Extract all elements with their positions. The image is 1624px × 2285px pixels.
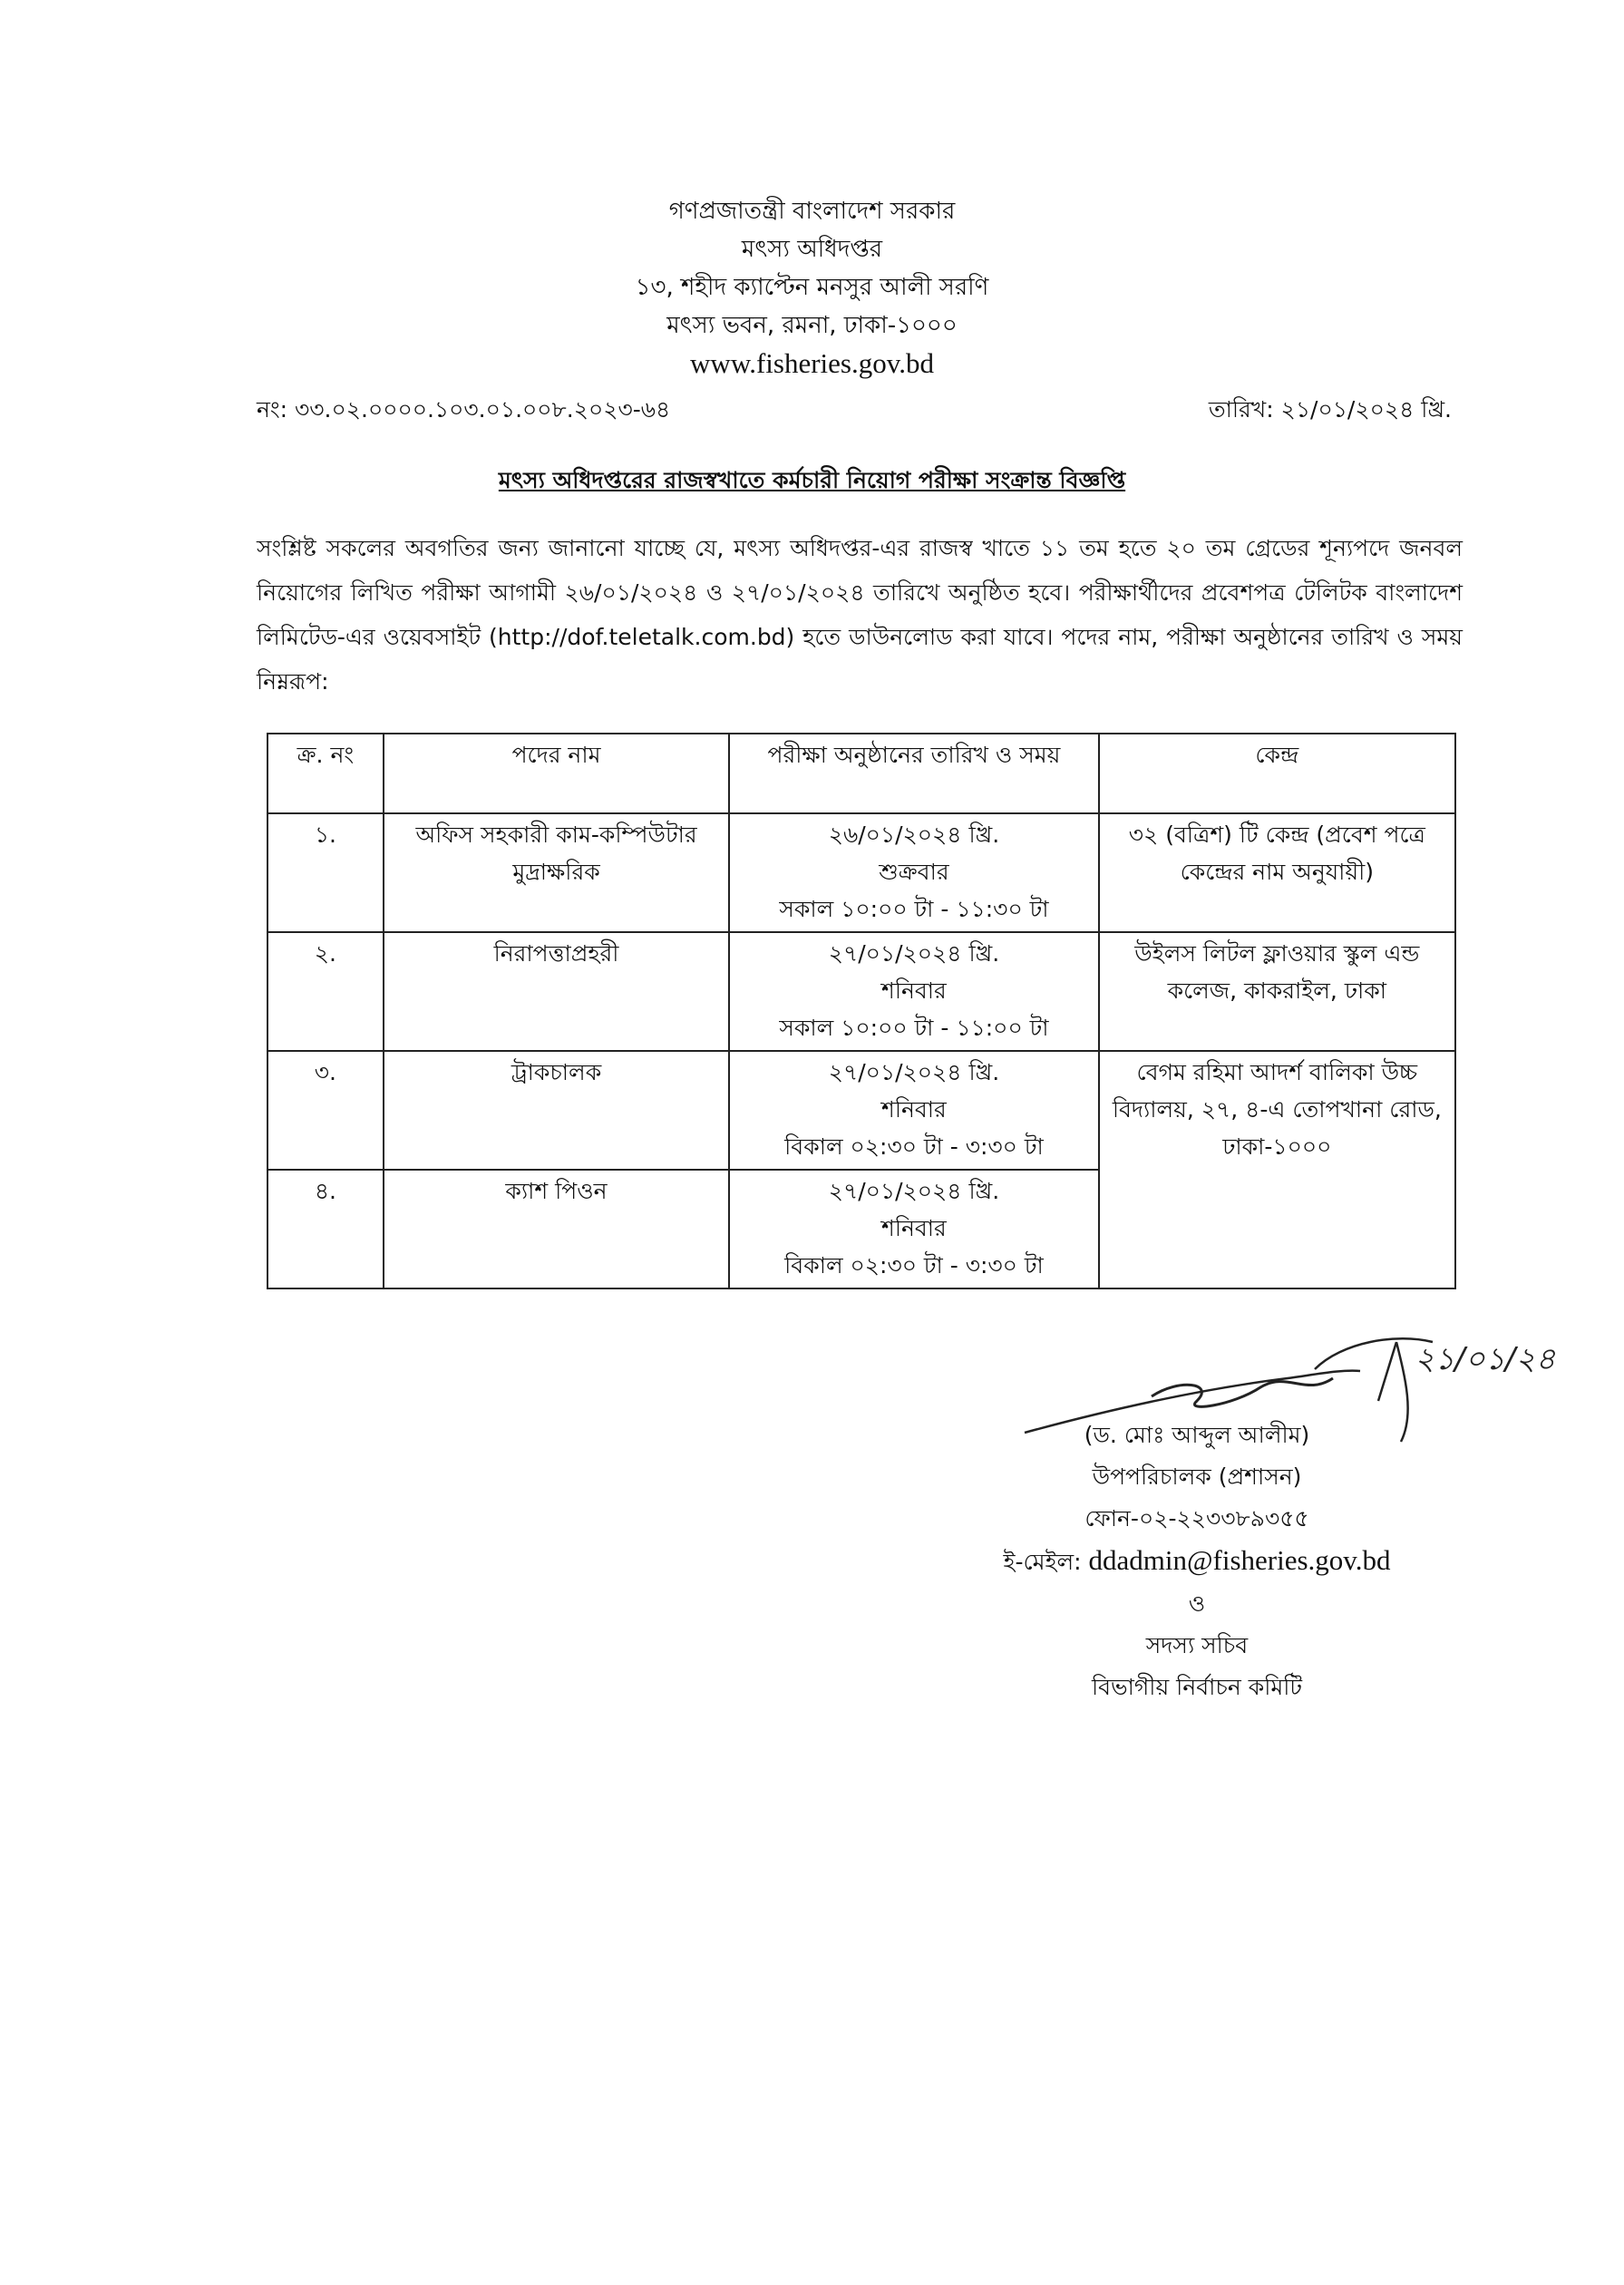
signatory-phone: ফোন-০২-২২৩৩৮৯৩৫৫	[1084, 1505, 1309, 1531]
cell-serial: ৩.	[267, 1051, 384, 1170]
cell-center: উইলস লিটল ফ্লাওয়ার স্কুল এন্ড কলেজ, কাকরাইল, ঢাকা	[1099, 932, 1455, 1051]
header-department: মৎস্য অধিদপ্তর	[741, 236, 883, 263]
signatory-email-line	[943, 1540, 1451, 1583]
conjunction-and: ও	[1188, 1590, 1206, 1617]
exam-day: শনিবার	[881, 1215, 947, 1241]
table-row	[267, 932, 1455, 1051]
notice-body: সংশ্লিষ্ট সকলের অবগতির জন্য জানানো যাচ্ছে যে, মৎস্য অধিদপ্তর-এর রাজস্ব খাতে ১১ তম হতে ২০ তম গ্রেডের শূন্যপদে জনবল নিয়োগের লিখিত পরীক্ষা আগামী ২৬/০১/২০২৪ ও ২৭/০১/২০২৪ তারিখে অনুষ্ঠিত হবে। পরীক্ষার্থীদের প্রবেশপত্র টেলিটক বাংলাদেশ লিমিটেড-এর ওয়েবসাইট (http://dof.teletalk.com.bd) হতে ডাউনলোড করা যাবে। পদের নাম, পরীক্ষা অনুষ্ঠানের তারিখ ও সময় নিম্নরূপ:	[257, 535, 1463, 695]
cell-serial: ১.	[267, 813, 384, 932]
memo-number: নং: ৩৩.০২.০০০০.১০৩.০১.০০৮.২০২৩-৬৪	[257, 396, 671, 423]
issue-date: তারিখ: ২১/০১/২০২৪ খ্রি.	[1208, 396, 1452, 423]
exam-date: ২৭/০১/২০২৪ খ্রি.	[828, 1178, 1000, 1204]
cell-serial: ২.	[267, 932, 384, 1051]
email-label: ই-মেইল:	[1003, 1549, 1082, 1575]
exam-day: শনিবার	[881, 977, 947, 1004]
cell-center: বেগম রহিমা আদর্শ বালিকা উচ্চ বিদ্যালয়, ২৭, ৪-এ তোপখানা রোড, ঢাকা-১০০০	[1099, 1051, 1455, 1288]
header-date-time: পরীক্ষা অনুষ্ঠানের তারিখ ও সময়	[729, 734, 1098, 813]
header-website: www.fisheries.gov.bd	[690, 347, 934, 379]
header-center: কেন্দ্র	[1099, 734, 1455, 813]
cell-date-time	[729, 813, 1098, 932]
exam-date: ২৭/০১/২০২৪ খ্রি.	[828, 940, 1000, 967]
cell-serial: ৪.	[267, 1170, 384, 1288]
signature-date: ২১/০১/২৪	[1415, 1341, 1556, 1377]
signatory-designation: উপপরিচালক (প্রশাসন)	[1092, 1463, 1302, 1490]
exam-day: শনিবার	[881, 1096, 947, 1123]
committee-name: বিভাগীয় নির্বাচন কমিটি	[1091, 1674, 1303, 1700]
table-row	[267, 1051, 1455, 1170]
signatory-email: ddadmin@fisheries.gov.bd	[1088, 1544, 1391, 1576]
letterhead	[0, 192, 1624, 383]
exam-time: সকাল ১০:০০ টা - ১১:০০ টা	[779, 1015, 1049, 1041]
cell-post: নিরাপত্তাপ্রহরী	[384, 932, 729, 1051]
header-serial: ক্র. নং	[267, 734, 384, 813]
signature-block	[943, 1415, 1451, 1708]
cell-date-time	[729, 1170, 1098, 1288]
notice-subject: মৎস্য অধিদপ্তরের রাজস্বখাতে কর্মচারী নিয়োগ পরীক্ষা সংক্রান্ত বিজ্ঞপ্তি	[498, 467, 1126, 493]
cell-center: ৩২ (বত্রিশ) টি কেন্দ্র (প্রবেশ পত্রে কেন্দ্রের নাম অনুযায়ী)	[1099, 813, 1455, 932]
table-header-row	[267, 734, 1455, 813]
header-address-city: মৎস্য ভবন, রমনা, ঢাকা-১০০০	[666, 312, 958, 339]
exam-time: বিকাল ০২:৩০ টা - ৩:৩০ টা	[784, 1252, 1044, 1279]
exam-day: শুক্রবার	[879, 859, 949, 885]
exam-date: ২৭/০১/২০২৪ খ্রি.	[828, 1059, 1000, 1085]
exam-time: বিকাল ০২:৩০ টা - ৩:৩০ টা	[784, 1133, 1044, 1160]
header-government: গণপ্রজাতন্ত্রী বাংলাদেশ সরকার	[668, 198, 956, 225]
table-row	[267, 813, 1455, 932]
signatory-name: (ড. মোঃ আব্দুল আলীম)	[1084, 1422, 1310, 1448]
cell-date-time	[729, 932, 1098, 1051]
cell-date-time	[729, 1051, 1098, 1170]
cell-post: অফিস সহকারী কাম-কম্পিউটার মুদ্রাক্ষরিক	[384, 813, 729, 932]
header-post: পদের নাম	[384, 734, 729, 813]
exam-time: সকাল ১০:০০ টা - ১১:৩০ টা	[779, 896, 1049, 922]
cell-post: ট্রাকচালক	[384, 1051, 729, 1170]
header-address-street: ১৩, শহীদ ক্যাপ্টেন মনসুর আলী সরণি	[635, 274, 989, 301]
exam-schedule-table	[267, 733, 1456, 1289]
exam-date: ২৬/০১/২০২৪ খ্রি.	[828, 822, 1000, 848]
signatory-role: সদস্য সচিব	[1145, 1632, 1249, 1658]
cell-post: ক্যাশ পিওন	[384, 1170, 729, 1288]
